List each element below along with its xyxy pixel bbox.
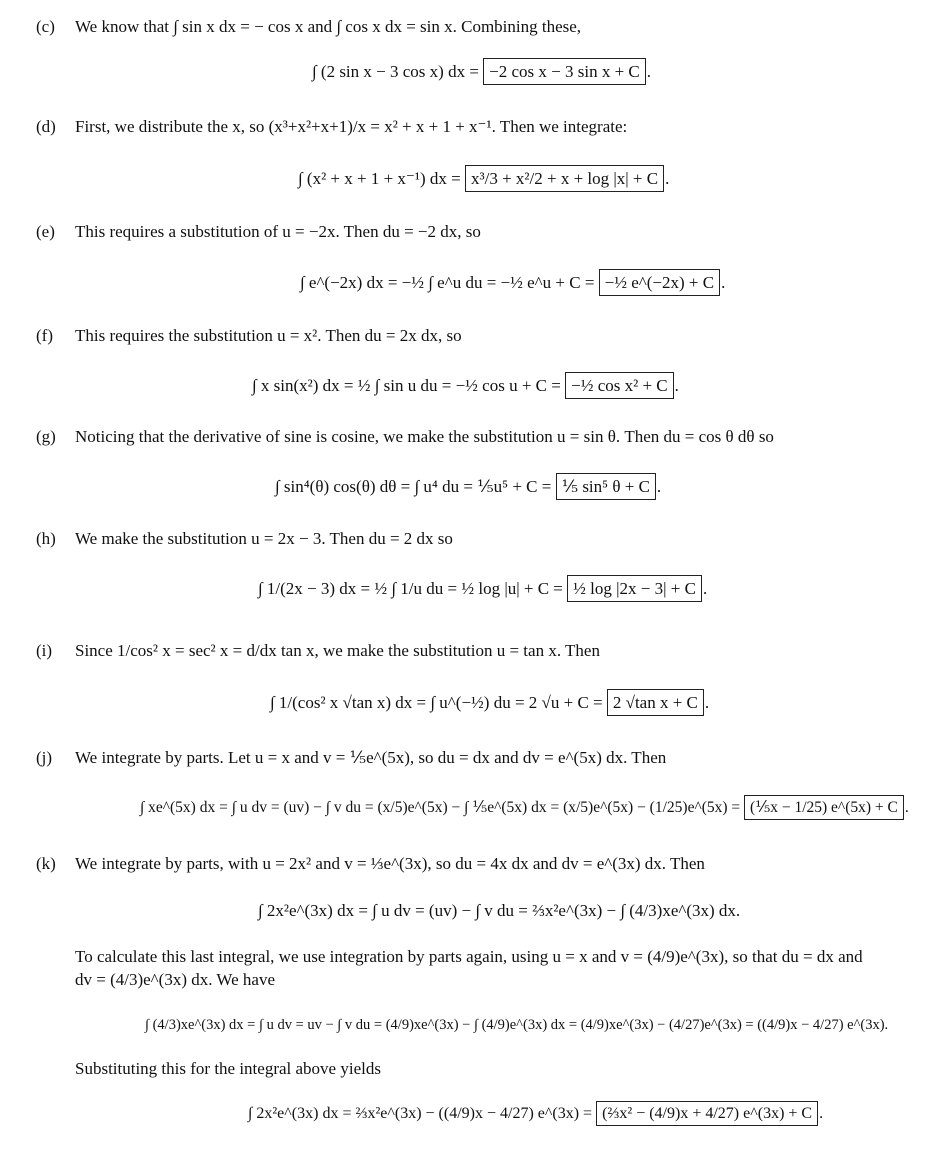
boxed-answer: 2 √tan x + C <box>607 689 704 716</box>
equation-lhs: ∫ (2 sin x − 3 cos x) dx = <box>312 62 479 81</box>
equation-lhs: ∫ x sin(x²) dx = ½ ∫ sin u du = −½ cos u + C = <box>252 376 561 395</box>
item-text: This requires the substitution u = x². Then du = 2x dx, so <box>75 326 462 345</box>
equation-lhs: ∫ xe^(5x) dx = ∫ u dv = (uv) − ∫ v du = (x/5)e^(5x) − ∫ ⅕e^(5x) dx = (x/5)e^(5x) − (1/25)e^(5x) = <box>140 799 741 816</box>
equation-lhs: ∫ 2x²e^(3x) dx = ⅔x²e^(3x) − ((4/9)x − 4/27) e^(3x) = <box>248 1105 593 1122</box>
boxed-answer: (⅔x² − (4/9)x + 4/27) e^(3x) + C <box>596 1101 818 1126</box>
item-text: We integrate by parts. Let u = x and v = ⅕e^(5x), so du = dx and dv = e^(5x) dx. Then <box>75 748 667 767</box>
item-text: This requires a substitution of u = −2x. Then du = −2 dx, so <box>75 222 481 241</box>
item-label: (c) <box>36 17 55 36</box>
item-text: dv = (4/3)e^(3x) dx. We have <box>75 970 275 989</box>
item-text: Since 1/cos² x = sec² x = d/dx tan x, we make the substitution u = tan x. Then <box>75 641 600 660</box>
equation-lhs: ∫ 2x²e^(3x) dx = ∫ u dv = (uv) − ∫ v du = ⅔x²e^(3x) − ∫ (4/3)xe^(3x) dx. <box>258 901 741 920</box>
item-label: (i) <box>36 641 53 660</box>
boxed-answer: ½ log |2x − 3| + C <box>567 575 702 602</box>
item-label: (f) <box>36 326 53 345</box>
equation: ∫ e^(−2x) dx = −½ ∫ e^u du = −½ e^u + C = −½ e^(−2x) + C . <box>300 274 725 291</box>
equation-lhs: ∫ 1/(cos² x √tan x) dx = ∫ u^(−½) du = 2 √u + C = <box>270 693 603 712</box>
equation: ∫ sin⁴(θ) cos(θ) dθ = ∫ u⁴ du = ⅕u⁵ + C = ⅕ sin⁵ θ + C . <box>275 478 661 495</box>
equation: ∫ 1/(cos² x √tan x) dx = ∫ u^(−½) du = 2 √u + C = 2 √tan x + C . <box>270 694 709 711</box>
equation <box>145 1018 888 1033</box>
item-label: (d) <box>36 117 56 136</box>
equation: ∫ 1/(2x − 3) dx = ½ ∫ 1/u du = ½ log |u| + C = ½ log |2x − 3| + C . <box>258 580 707 597</box>
equation: ∫ (2 sin x − 3 cos x) dx = −2 cos x − 3 sin x + C . <box>312 63 651 80</box>
item-text: Substituting this for the integral above yields <box>75 1059 381 1078</box>
equation-lhs: ∫ 1/(2x − 3) dx = ½ ∫ 1/u du = ½ log |u| + C = <box>258 579 563 598</box>
boxed-answer: ⅕ sin⁵ θ + C <box>556 473 656 500</box>
item-text: To calculate this last integral, we use integration by parts again, using u = x and v = (4/9)e^(3x), so that du = dx and <box>75 947 863 966</box>
equation-lhs: ∫ (4/3)xe^(3x) dx = ∫ u dv = uv − ∫ v du = (4/9)xe^(3x) − ∫ (4/9)e^(3x) dx = (4/9)xe^(3x) − (4/27)e^(3x) = ((4/9)x − 4/27) e^(3x). <box>145 1017 889 1033</box>
item-text: First, we distribute the x, so (x³+x²+x+1)/x = x² + x + 1 + x⁻¹. Then we integrate: <box>75 117 628 136</box>
item-label: (h) <box>36 529 56 548</box>
item-text: We know that ∫ sin x dx = − cos x and ∫ cos x dx = sin x. Combining these, <box>75 17 582 36</box>
item-label: (j) <box>36 748 53 767</box>
boxed-answer: −½ cos x² + C <box>565 372 674 399</box>
item-text: We integrate by parts, with u = 2x² and v = ⅓e^(3x), so du = 4x dx and dv = e^(3x) dx. Then <box>75 854 705 873</box>
item-text: We make the substitution u = 2x − 3. Then du = 2 dx so <box>75 529 453 548</box>
boxed-answer: (⅕x − 1/25) e^(5x) + C <box>744 795 904 820</box>
boxed-answer: −2 cos x − 3 sin x + C <box>483 58 646 85</box>
equation-lhs: ∫ e^(−2x) dx = −½ ∫ e^u du = −½ e^u + C = <box>300 273 595 292</box>
item-label: (e) <box>36 222 55 241</box>
equation-lhs: ∫ (x² + x + 1 + x⁻¹) dx = <box>298 169 461 188</box>
equation: ∫ (x² + x + 1 + x⁻¹) dx = x³/3 + x²/2 + x + log |x| + C . <box>298 170 669 187</box>
item-text: Noticing that the derivative of sine is cosine, we make the substitution u = sin θ. Then du = cos θ dθ so <box>75 427 774 446</box>
equation-lhs: ∫ sin⁴(θ) cos(θ) dθ = ∫ u⁴ du = ⅕u⁵ + C = <box>275 477 552 496</box>
equation: ∫ x sin(x²) dx = ½ ∫ sin u du = −½ cos u + C = −½ cos x² + C . <box>252 377 679 394</box>
equation: ∫ xe^(5x) dx = ∫ u dv = (uv) − ∫ v du = (x/5)e^(5x) − ∫ ⅕e^(5x) dx = (x/5)e^(5x) − (1/25)e^(5x) = (⅕x − 1/25) e^(5x) + C . <box>140 800 909 816</box>
item-label: (g) <box>36 427 56 446</box>
boxed-answer: x³/3 + x²/2 + x + log |x| + C <box>465 165 664 192</box>
equation <box>258 902 740 919</box>
equation: ∫ 2x²e^(3x) dx = ⅔x²e^(3x) − ((4/9)x − 4/27) e^(3x) = (⅔x² − (4/9)x + 4/27) e^(3x) + C . <box>248 1106 823 1122</box>
boxed-answer: −½ e^(−2x) + C <box>599 269 720 296</box>
item-label: (k) <box>36 854 56 873</box>
